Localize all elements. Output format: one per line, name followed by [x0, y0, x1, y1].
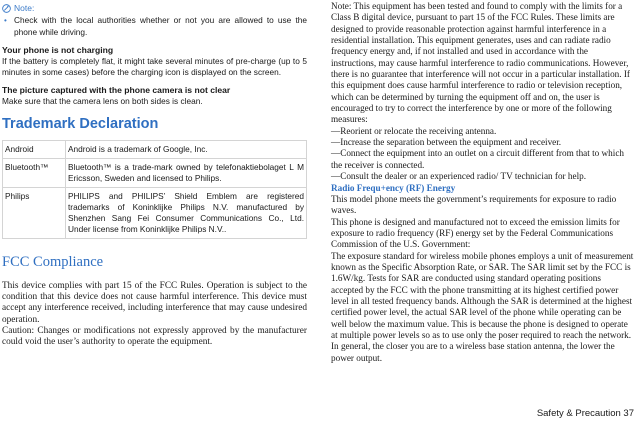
- page-number: 37: [623, 408, 634, 419]
- note-icon: [2, 4, 11, 13]
- measure-item: —Connect the equipment into an outlet on a circuit different from that to which the receiver is connected.: [331, 148, 624, 170]
- trademark-table: [2, 140, 307, 239]
- trademark-title: Trademark Declaration: [2, 116, 159, 132]
- table-row: [3, 141, 307, 159]
- table-row: [3, 159, 307, 188]
- fcc-paragraph-1: This device complies with part 15 of the FCC Rules. Operation is subject to the condition that this device does not cause harmful interference. This device must accept any interference received, including interference that may cause undesired operation.: [2, 281, 307, 325]
- trademark-desc: Bluetooth™ is a trade-mark owned by telefonaktiebolaget L M Ericsson, Sweden and licensed to Philips.: [66, 159, 307, 188]
- note-bullet-text: • Check with the local authorities whether or not you are allowed to use the phone while driving.: [2, 15, 307, 38]
- trademark-term: Bluetooth™: [3, 159, 66, 188]
- right-column: [331, 1, 635, 364]
- fcc-note-text: Note: This equipment has been tested and found to comply with the limits for a Class B digital device, pursuant to part 15 of the FCC Rules. These limits are designed to provide reasonable protection against harmful interference in a residential installation. This equipment generates, uses and can radiate radio frequency energy and, if not installed and used in accordance with the instructions, may cause harmful interference to radio communications. However, there is no guarantee that interference will not occur in a particular installation. If this equipment does cause harmful interference to radio or television reception, which can be determined by turning the equipment off and on, the user is encouraged to try to correct the interference by one or more of the following measures:: [331, 1, 630, 125]
- rf-energy-heading: Radio Frequ+ency (RF) Energy: [331, 182, 456, 193]
- fcc-title: FCC Compliance: [2, 254, 104, 270]
- fcc-caution: Caution: Changes or modifications not expressly approved by the manufacturer could void the user’s authority to operate the equipment.: [2, 325, 307, 348]
- trademark-term: Android: [3, 141, 66, 159]
- camera-body: Make sure that the camera lens on both sides is clean.: [2, 96, 203, 106]
- camera-heading: The picture captured with the phone camera is not clear: [2, 85, 231, 95]
- table-row: [3, 188, 307, 239]
- measure-item: —Increase the separation between the equipment and receiver.: [331, 137, 562, 148]
- note-label: Note:: [14, 3, 35, 13]
- trademark-desc: PHILIPS and PHILIPS’ Shield Emblem are registered trademarks of Koninklijke Philips N.V. manufactured by Shenzhen Sang Fei Consumer Communications Co., Ltd. Under license from Koninklijke Philips N.V..: [66, 188, 307, 239]
- left-column: [2, 2, 307, 348]
- note-header: [2, 2, 307, 14]
- trademark-desc: Android is a trademark of Google, Inc.: [66, 141, 307, 159]
- charging-body: If the battery is completely flat, it might take several minutes of pre-charge (up to 5 minutes in some cases) before the charging icon is displayed on the screen.: [2, 56, 307, 77]
- page-footer: [537, 408, 634, 419]
- charging-heading: Your phone is not charging: [2, 45, 114, 55]
- rf-paragraph-3: The exposure standard for wireless mobile phones employs a unit of measurement known as the Specific Absorption Rate, or SAR. The SAR limit set by the FCC is 1.6W/kg. Tests for SAR are conducted using standard operating positions accepted by the FCC with the phone transmitting at its highest certified power level in all tested frequency bands. Although the SAR is determined at the highest certified power level, the actual SAR level of the phone while operating can be well below the maximum value. This is because the phone is designed to operate at multiple power levels so as to use only the poser required to reach the network. In general, the closer you are to a wireless base station antenna, the lower the power output.: [331, 250, 634, 363]
- measure-item: —Consult the dealer or an experienced radio/ TV technician for help.: [331, 171, 587, 182]
- rf-paragraph-1: This model phone meets the government’s requirements for exposure to radio waves.: [331, 193, 617, 216]
- trademark-term: Philips: [3, 188, 66, 239]
- footer-section-label: Safety & Precaution: [536, 408, 621, 419]
- rf-paragraph-2: This phone is designed and manufactured not to exceed the emission limits for exposure to radio frequency (RF) energy set by the Federal Communications Commission of the U.S. Government:: [331, 216, 620, 250]
- measure-item: —Reorient or relocate the receiving antenna.: [331, 125, 497, 136]
